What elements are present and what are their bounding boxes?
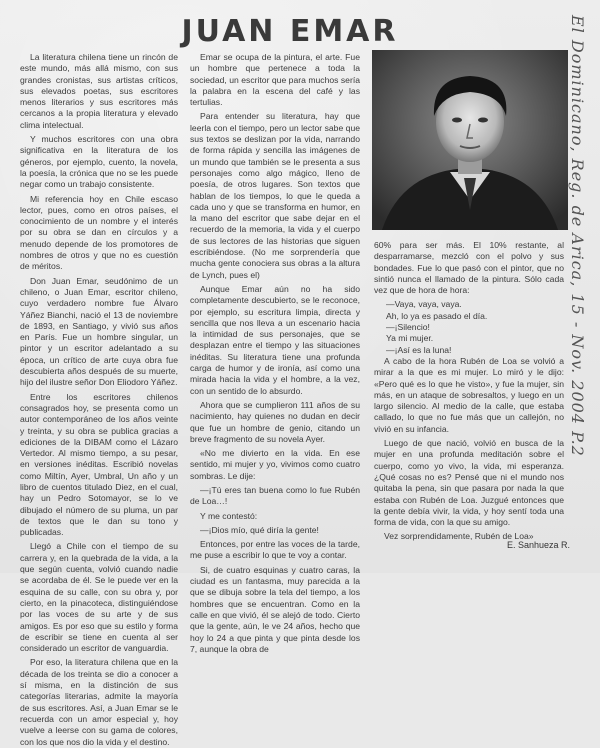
paragraph: Ahora que se cumplieron 111 años de su nacimiento, hay quienes no dudan en decir que fue un hombre de genio, citando un breve fragmento de su novela Ayer. bbox=[190, 399, 360, 444]
quote-paragraph: —¡Dios mío, qué diría la gente! bbox=[200, 524, 319, 535]
verse-line: —¡Silencio! bbox=[386, 322, 430, 333]
paragraph: Para entender su literatura, hay que leerla con el tiempo, pero un lector sabe que sus textos se deslizan por la vida, narrando de forma rápida y sencilla las imágenes de un mundo que también se le presenta a sus personajes como algo mágico, lleno de poesía, de otros lugares. Son textos que hablan de los tiempos, lo que le queda a cada uno y que se transforma en humor, en la mano del escritor que sabe dejar en el recuerdo de la memoria, la vida y el cuerpo de sus lectores de las historias que siguen escribiéndose. (No me sorprendería que mucha gente conociera sus obras a la altura de Lynch, pues el) bbox=[190, 111, 360, 280]
paragraph: Entre los escritores chilenos consagrados hoy, se presenta como un autor contemporáneo de los años veinte y treinta, y su obra se publica gracias a ediciones de la DIBAM como el Lázaro Vertedor. Al mismo tiempo, a su pesar, en versiones inéditas. Escribió novelas como Miltín, Ayer, Umbral, Un año y un libro de cuentos titulado Diez, en el cual, hay un Pedro Sotomayor, se lo ve dibujado el número de su pluma, un par de textos que le dan su tono y publicadas. bbox=[20, 391, 178, 538]
quote-paragraph: Si, de cuatro esquinas y cuatro caras, la ciudad es un fantasma, muy parecida a la que se dibuja sobre la tela del tiempo, a los hombres que se encuentran. Como en la calle en que vivió, él se alejó de todo. Cierto que la gente, aún, le ve 24 años, hecho que hoy lo 24 a que pinta y que pinta desde los 7, aunque la obra de bbox=[190, 564, 360, 654]
paragraph: Llegó a Chile con el tiempo de su carrera y, en la quebrada de la vida, a la que según cuenta, volvió cuando nadie se acordaba de él. Se le puede ver en la esquina de su calle, con su obra y, por cierto, en la pinacoteca, distinguiéndose por las voces de su arte y de sus amigos. Es por eso que su estilo y forma de escribir se tiene en cuenta al ser considerado un escritor de vanguardia. bbox=[20, 541, 178, 654]
handwritten-margin-note bbox=[565, 15, 595, 555]
quote-paragraph: —¡Tú eres tan buena como lo fue Rubén de Loa…! bbox=[190, 484, 360, 507]
paragraph: 60% para ser más. El 10% restante, al desparramarse, mezcló con el polvo y sus bondades. Fue lo que pasó con el pintor, que no sintió nunca el llamado de la pintura. Sólo cada vez que de hora de hora: bbox=[374, 240, 564, 296]
article-column-1 bbox=[20, 52, 178, 747]
quote-paragraph: «No me divierto en la vida. En ese sentido, mi mujer y yo, vivimos como cuatro sombras. Le dije: bbox=[190, 448, 360, 481]
paragraph: Emar se ocupa de la pintura, el arte. Fue un hombre que pertenece a toda la sociedad, un escritor que para muchos sería la palabra en la escena del café y las tertulias. bbox=[190, 52, 360, 108]
paragraph: Don Juan Emar, seudónimo de un chileno, o Juan Emar, escritor chileno, cuyo verdadero nombre fue Álvaro Yáñez Bianchi, nació el 13 de noviembre de 1893, en Santiago, y vivió sus años en París. Fue un hombre singular, un pintor y un escritor adelantado a su época, un crítico de arte cuya obra fue descubierta años después de su muerte, hijo del ilustre señor Don Eliodoro Yáñez. bbox=[20, 275, 178, 388]
verse-line: Ya mi mujer. bbox=[386, 333, 434, 344]
article-byline: E. Sanhueza R. bbox=[506, 540, 570, 550]
verse-line: Ah, lo ya es pasado el día. bbox=[386, 310, 488, 321]
paragraph: Y muchos escritores con una obra significativa en la literatura de los géneros, por ejemplo, cuento, la novela, la poesía, la crónica que no se les puede negar como un trabajo consistente. bbox=[20, 134, 178, 190]
handwritten-note-text: El Dominicano, Reg. de Arica, 15 - Nov. 2004 P.2 bbox=[568, 15, 587, 457]
quote-paragraph: Entonces, por entre las voces de la tarde, me puse a escribir lo que te voy a contar. bbox=[190, 539, 360, 561]
author-portrait-photo bbox=[372, 50, 568, 230]
verse-line: —Vaya, vaya, vaya. bbox=[386, 299, 462, 310]
paragraph: Mi referencia hoy en Chile escaso lector, pues, como en otros países, el conocimiento de un nombre y el interés por su obra se dan en círculos y a menudo depende de los promotores de nombres de otros y que no es cuestión de méritos. bbox=[20, 193, 178, 272]
article-column-3 bbox=[374, 240, 564, 542]
paragraph: Luego de que nació, volvió en busca de la mujer en una profunda meditación sobre el cuerpo, como yo vivo, la vida, mi esperanza. ¿Qué cosas no es? Pensé que ni el mundo nos quitaba la pena, sin que pasara por nada la que estaba con Rubén de Loa. Juzgué entonces que la gente debía vivir, la vida, y hoy sentí toda una forma de vida, con la que su amigo. bbox=[374, 438, 564, 528]
paragraph: Vez sorprendidamente, Rubén de Loa» bbox=[384, 531, 534, 542]
paragraph: A cabo de la hora Rubén de Loa se volvió a mirar a la que es mi mujer. Lo miró y le dijo: «Pero qué es lo que he visto», y fue la mujer, sin más, en un ataque de sobresaltos, y luego en un largo silencio. Al medio de la calle, que estaba callado, lo que no fue más que un callejón, no vivió en su infancia. bbox=[374, 355, 564, 434]
portrait-image bbox=[372, 50, 568, 230]
paragraph: Aunque Emar aún no ha sido completamente descubierto, se le reconoce, por ejemplo, su escritura limpia, directa y sencilla que nos lleva a un escenario hacia la intimidad de sus personajes, que se desplazan entre el tiempo y las situaciones inéditas. Su literatura tiene una profunda carga de humor y de ironía, así como una mirada hacia la vida y el hombre, a la vez, con un sentido de lo absurdo. bbox=[190, 283, 360, 396]
paragraph: Por eso, la literatura chilena que en la década de los treinta se dio a conocer a sí misma, en la distinción de sus categorías literarias, admite la mayoría de sus escritores. Así, a Juan Emar se le recuerda con un amor especial y, hoy vuelve a leerse con su gama de colores, con los que nos dio la vida y el destino. bbox=[20, 657, 178, 747]
verse-line: —¡Así es la luna! bbox=[386, 344, 452, 355]
paragraph: La literatura chilena tiene un rincón de este mundo, más allá mismo, con sus grandes cronistas, sus artistas críticos, sus elevados poetas, sus escritores menos literarios y sus escritores más cercanos a la propia literatura y elevado clima intelectual. bbox=[20, 52, 178, 130]
article-column-2 bbox=[190, 52, 360, 654]
quote-paragraph: Y me contestó: bbox=[200, 510, 258, 521]
article-title: JUAN EMAR bbox=[181, 14, 399, 49]
